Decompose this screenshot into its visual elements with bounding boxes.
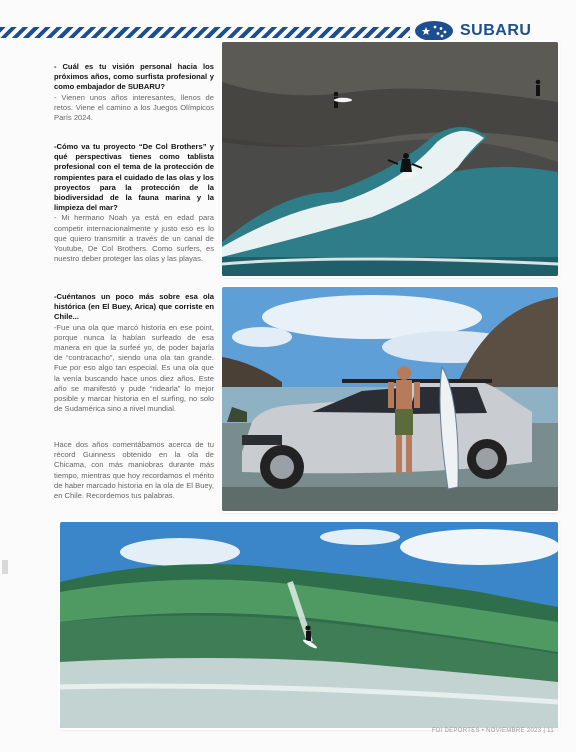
brand-name: SUBARU [460,22,532,39]
answer-2: - Mi hermano Noah ya está en edad para competir internacionalmente y justo eso es lo que quiero transmitir a través de un canal de Youtube, De Col Brothers. Como surfers, es nuestro deber proteger las olas y las playas. [54,213,214,264]
answer-4: Hace dos años comentábamos acerca de tu récord Guinness obtenido en la ola de Chicama, con más maniobras durante más tiempo, mientras que hoy recordamos el mérito de haber marcado historia en la ola de El Buey, en Chile. Recordemos tus palabras. [54,440,214,501]
page-footer: FDI DEPORTES • NOVIEMBRE 2023 | 11 [431,728,554,734]
subaru-stars-icon [414,20,454,42]
page-edge-mark [2,560,8,574]
car-beach-photo [222,287,558,511]
interview-block-4 [54,440,214,510]
interview-block-2 [54,142,214,273]
big-wave-photo [60,522,558,728]
answer-3: -Fue una ola que marcó historia en ese point, porque nunca la habían surfeado de esa manera en que la surfeé yo, de poder bajarla de “contracacho”, siendo una ola tan grande. Fue por eso algo tan especial. Es una ola que la venía buscando hace unos diez años. Este año se manifestó y pude “ridearla” lo mejor posible y marcar historia en el surfing, no solo de Sudamérica sino a nivel mundial. [54,322,214,414]
question-3: -Cuéntanos un poco más sobre esa ola histórica (en El Buey, Arica) que corriste en Chile... [54,292,214,322]
question-2: -Cómo va tu proyecto “De Col Brothers” y qué perspectivas tienes como tablista profesional con el tema de la protección de rompientes para el cuidado de las olas y los proyectos para la protección de la biodiversidad de la fauna marina y la limpieza del mar? [54,142,214,213]
header-stripe [0,27,410,38]
brand-header [414,20,531,42]
question-1: - Cuál es tu visión personal hacia los próximos años, como surfista profesional y como embajador de SUBARU? [54,62,214,92]
surf-wave-photo [222,42,558,276]
interview-block-3 [54,292,214,423]
interview-block-1 [54,62,214,132]
answer-1: - Vienen unos años interesantes, llenos de retos. Viene el camino a los Juegos Olímpicos París 2024. [54,92,214,123]
